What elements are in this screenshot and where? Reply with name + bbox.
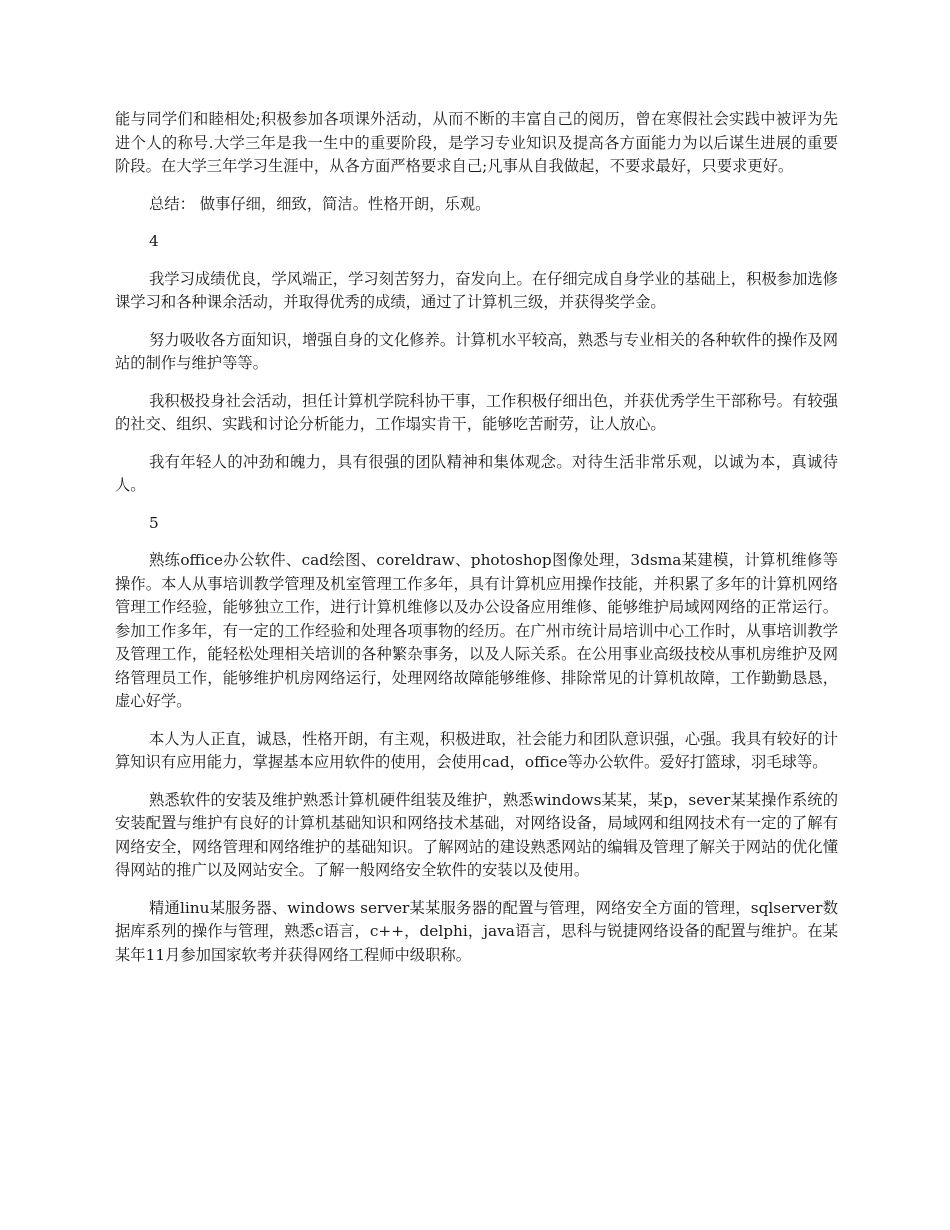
paragraph-9: 精通linu某服务器、windows server某某服务器的配置与管理，网络安全方面的管理，sqlserver数据库系列的操作与管理，熟悉c语言，c++，delphi，java语言，思科与锐捷网络设备的配置与维护。在某某年11月参加国家软考并获得网络工程师中级职称。 [115,898,838,964]
paragraph-summary: 总结： 做事仔细，细致，简洁。性格开朗，乐观。 [149,194,491,213]
paragraph-5: 我有年轻人的冲劲和魄力，具有很强的团队精神和集体观念。对待生活非常乐观，以诚为本，真诚待人。 [115,452,838,494]
paragraph-1: 能与同学们和睦相处;积极参加各项课外活动，从而不断的丰富自己的阅历，曾在寒假社会实践中被评为先进个人的称号.大学三年是我一生中的重要阶段，是学习专业知识及提高各方面能力为以后谋生进展的重要阶段。在大学三年学习生涯中，从各方面严格要求自己;凡事从自我做起，不要求最好，只要求更好。 [115,110,838,175]
section-number-4: 4 [149,232,159,250]
paragraph-2: 我学习成绩优良，学风端正，学习刻苦努力，奋发向上。在仔细完成自身学业的基础上，积极参加选修课学习和各种课余活动，并取得优秀的成绩，通过了计算机三级，并获得奖学金。 [115,269,838,311]
paragraph-8: 熟悉软件的安装及维护熟悉计算机硬件组装及维护，熟悉windows某某，某p，sever某某操作系统的安装配置与维护有良好的计算机基础知识和网络技术基础，对网络设备，局域网和组网技术有一定的了解有网络安全，网络管理和网络维护的基础知识。了解网站的建设熟悉网站的编辑及管理了解关于网站的优化懂得网站的推广以及网站安全。了解一般网络安全软件的安装以及使用。 [115,790,838,879]
section-number-5: 5 [149,513,159,532]
paragraph-3: 努力吸收各方面知识，增强自身的文化修养。计算机水平较高，熟悉与专业相关的各种软件的操作及网站的制作与维护等等。 [115,330,838,372]
paragraph-4: 我积极投身社会活动，担任计算机学院科协干事，工作积极仔细出色，并获优秀学生干部称号。有较强的社交、组织、实践和讨论分析能力，工作塌实肯干，能够吃苦耐劳，让人放心。 [115,391,838,433]
paragraph-7: 本人为人正直，诚恳，性格开朗，有主观，积极进取，社会能力和团队意识强，心强。我具有较好的计算知识有应用能力，掌握基本应用软件的使用，会使用cad，office等办公软件。爱好打篮球，羽毛球等。 [115,729,838,771]
paragraph-6: 熟练office办公软件、cad绘图、coreldraw、photoshop图像处理，3dsma某建模，计算机维修等操作。本人从事培训教学管理及机室管理工作多年，具有计算机应用操作技能，并积累了多年的计算机网络管理工作经验，能够独立工作，进行计算机维修以及办公设备应用维修、能够维护局域网网络的正常运行。参加工作多年，有一定的工作经验和处理各项事物的经历。在广州市统计局培训中心工作时，从事培训教学及管理工作，能轻松处理相关培训的各种繁杂事务，以及人际关系。在公用事业高级技校从事机房维护及网络管理员工作，能够维护机房网络运行，处理网络故障能够维修、排除常见的计算机故障，工作勤勤恳恳，虚心好学。 [115,551,838,710]
